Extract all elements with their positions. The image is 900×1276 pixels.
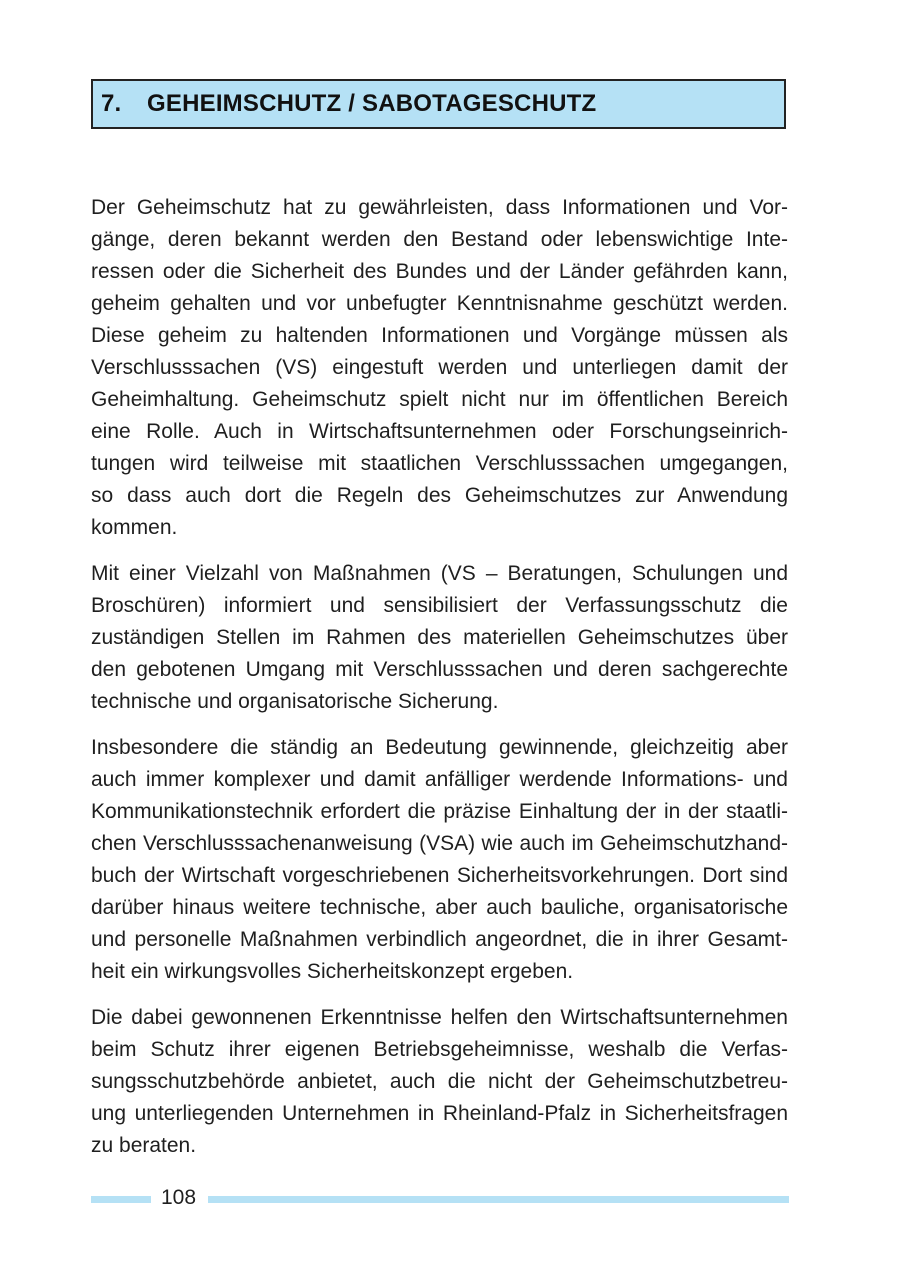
text-line: ressen oder die Sicherheit des Bundes und der Länder gefährden kann, <box>91 260 788 283</box>
body-text <box>91 192 788 1176</box>
text-line: Verschlusssachen (VS) eingestuft werden und unterliegen damit der <box>91 356 788 379</box>
text-line: ung unterliegenden Unternehmen in Rheinland-Pfalz in Sicherheitsfragen <box>91 1102 788 1125</box>
paragraph <box>91 732 788 988</box>
text-line: chen Verschlusssachenanweisung (VSA) wie auch im Geheimschutzhand- <box>91 832 788 855</box>
text-line: sungsschutzbehörde anbietet, auch die nicht der Geheimschutzbetreu- <box>91 1070 788 1093</box>
footer-bar-right <box>208 1196 789 1203</box>
section-heading <box>91 79 786 129</box>
text-line: Geheimhaltung. Geheimschutz spielt nicht nur im öffentlichen Bereich <box>91 388 788 411</box>
section-number: 7. <box>101 90 122 117</box>
text-line: zu beraten. <box>91 1134 197 1157</box>
text-line: Diese geheim zu haltenden Informationen und Vorgänge müssen als <box>91 324 788 347</box>
text-line: buch der Wirtschaft vorgeschriebenen Sicherheitsvorkehrungen. Dort sind <box>91 864 788 887</box>
text-line: zuständigen Stellen im Rahmen des materiellen Geheimschutzes über <box>91 626 788 649</box>
text-line: tungen wird teilweise mit staatlichen Verschlusssachen umgegangen, <box>91 452 788 475</box>
page-footer <box>91 1186 789 1214</box>
footer-bar-left <box>91 1196 151 1203</box>
text-line: beim Schutz ihrer eigenen Betriebsgeheimnisse, weshalb die Verfas- <box>91 1038 788 1061</box>
text-line: technische und organisatorische Sicherung. <box>91 690 499 713</box>
text-line: Broschüren) informiert und sensibilisiert der Verfassungsschutz die <box>91 594 788 617</box>
paragraph <box>91 1002 788 1162</box>
text-line: Insbesondere die ständig an Bedeutung gewinnende, gleichzeitig aber <box>91 736 788 759</box>
text-line: Die dabei gewonnenen Erkenntnisse helfen den Wirtschaftsunternehmen <box>91 1006 788 1029</box>
text-line: geheim gehalten und vor unbefugter Kenntnisnahme geschützt werden. <box>91 292 788 315</box>
text-line: darüber hinaus weitere technische, aber auch bauliche, organisatorische <box>91 896 788 919</box>
text-line: so dass auch dort die Regeln des Geheimschutzes zur Anwendung <box>91 484 788 507</box>
text-line: und personelle Maßnahmen verbindlich angeordnet, die in ihrer Gesamt- <box>91 928 788 951</box>
page-number: 108 <box>161 1186 197 1209</box>
text-line: heit ein wirkungsvolles Sicherheitskonzept ergeben. <box>91 960 574 983</box>
text-line: Kommunikationstechnik erfordert die präzise Einhaltung der in der staatli- <box>91 800 788 823</box>
text-line: kommen. <box>91 516 178 539</box>
paragraph <box>91 558 788 718</box>
section-title: GEHEIMSCHUTZ / SABOTAGESCHUTZ <box>147 90 597 117</box>
text-line: den gebotenen Umgang mit Verschlusssachen und deren sachgerechte <box>91 658 788 681</box>
text-line: auch immer komplexer und damit anfälliger werdende Informations- und <box>91 768 788 791</box>
text-line: Mit einer Vielzahl von Maßnahmen (VS – Beratungen, Schulungen und <box>91 562 788 585</box>
text-line: eine Rolle. Auch in Wirtschaftsunternehmen oder Forschungseinrich- <box>91 420 788 443</box>
paragraph <box>91 192 788 544</box>
text-line: Der Geheimschutz hat zu gewährleisten, dass Informationen und Vor- <box>91 196 788 219</box>
text-line: gänge, deren bekannt werden den Bestand oder lebenswichtige Inte- <box>91 228 788 251</box>
